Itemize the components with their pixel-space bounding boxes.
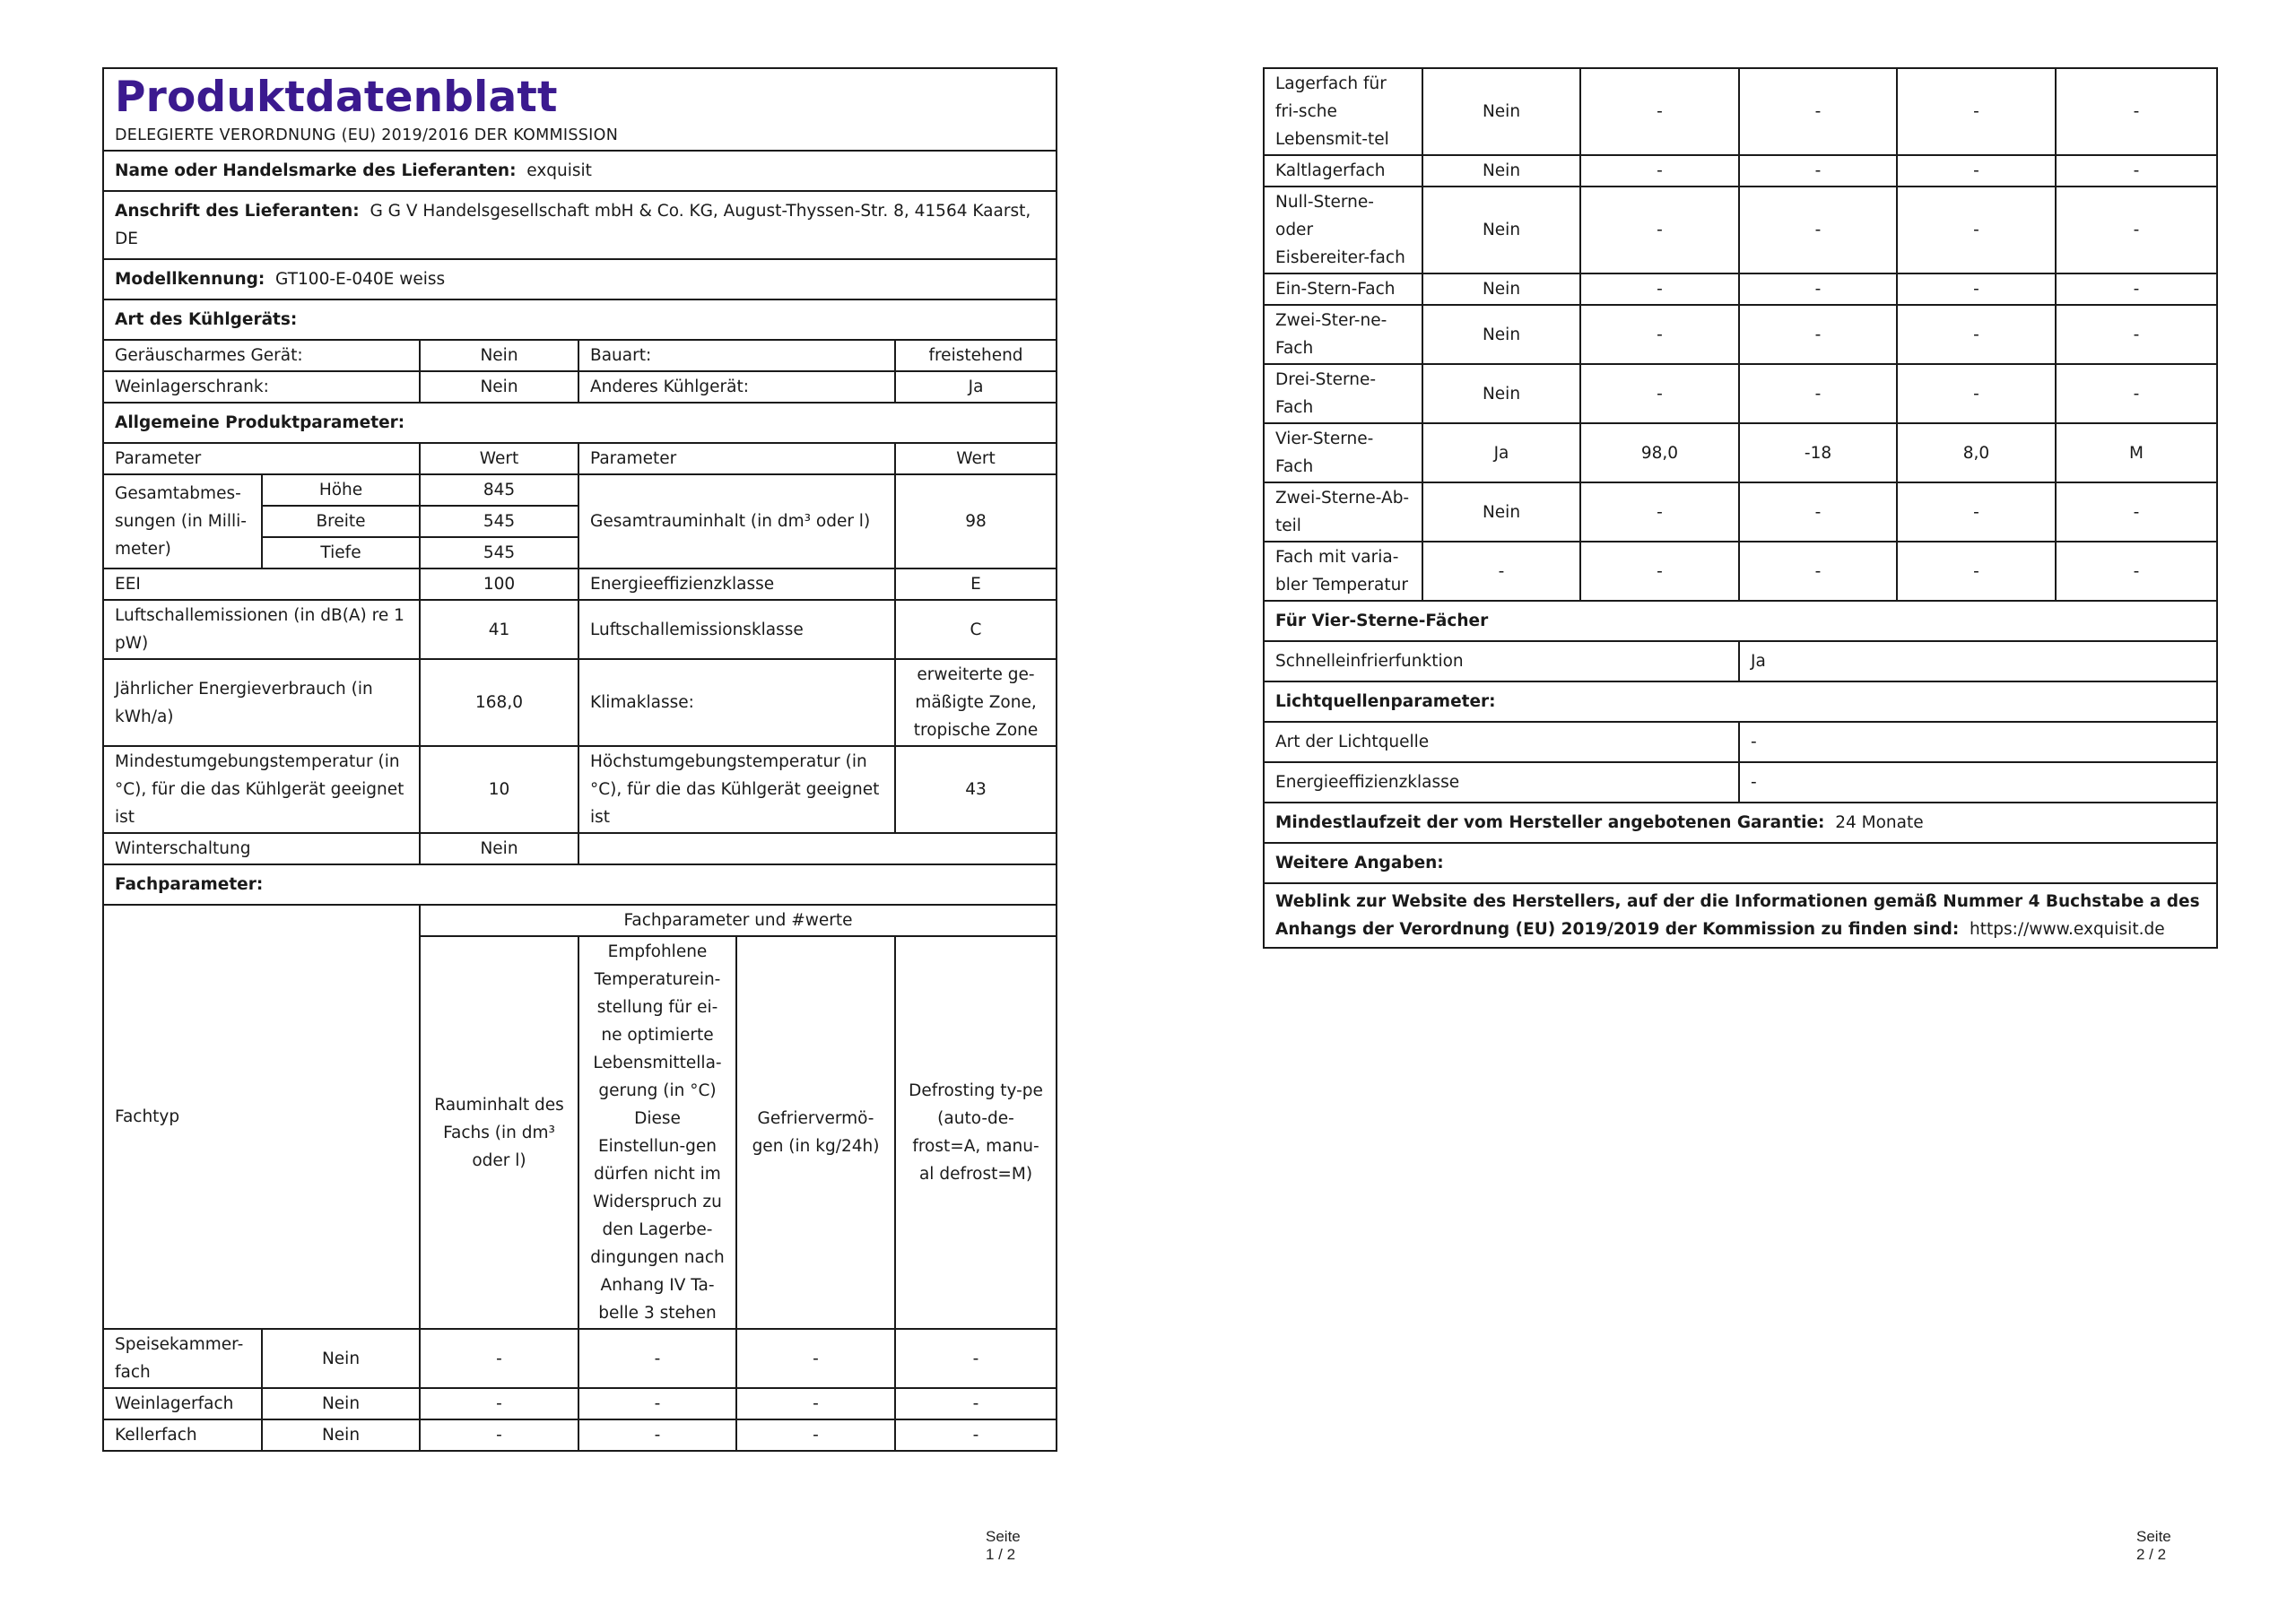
compartment-name: Drei-Sterne-Fach: [1264, 364, 1422, 423]
compartment-freeze: -: [736, 1419, 895, 1451]
other-appliance-value: Ja: [895, 371, 1057, 403]
compartment-volume: -: [420, 1388, 578, 1419]
table-row: [1264, 68, 2217, 155]
dimensions-label: Gesamtabmes-sungen (in Milli-meter): [103, 474, 262, 568]
compartment-present: Nein: [1422, 364, 1580, 423]
compartment-present: Nein: [262, 1329, 420, 1388]
compartment-freeze: -: [1897, 68, 2056, 155]
table-row: [1264, 155, 2217, 187]
light-energy-class-label: Energieeffizienzklasse: [1264, 762, 1739, 803]
height-label: Höhe: [262, 474, 420, 506]
wine-cabinet-value: Nein: [420, 371, 578, 403]
table-row: [1264, 364, 2217, 423]
compartment-group-header: Fachparameter und #werte: [420, 905, 1057, 936]
table-row: [1264, 482, 2217, 542]
max-ambient-temp-value: 43: [895, 746, 1057, 833]
compartment-defrost: -: [2056, 542, 2217, 601]
compartment-volume: -: [420, 1329, 578, 1388]
compartment-defrost: M: [2056, 423, 2217, 482]
value-header-2: Wert: [895, 443, 1057, 474]
compartment-name: Vier-Sterne-Fach: [1264, 423, 1422, 482]
compartment-present: -: [1422, 542, 1580, 601]
climate-class-label: Klimaklasse:: [578, 659, 895, 746]
compartment-freeze: -: [1897, 187, 2056, 273]
height-value: 845: [420, 474, 578, 506]
max-ambient-temp-label: Höchstumgebungstemperatur (in °C), für die das Kühlgerät geeignet ist: [578, 746, 895, 833]
compartment-freeze: -: [736, 1388, 895, 1419]
depth-value: 545: [420, 537, 578, 568]
compartment-temp: -: [1739, 187, 1897, 273]
col-freeze-header: Gefriervermö-gen (in kg/24h): [736, 936, 895, 1329]
design-value: freistehend: [895, 340, 1057, 371]
light-type-value: -: [1739, 722, 2217, 762]
energy-class-value: E: [895, 568, 1057, 600]
table-row: [103, 1388, 1057, 1419]
table-row: [103, 1419, 1057, 1451]
width-value: 545: [420, 506, 578, 537]
compartment-name: Lagerfach für fri-sche Lebensmit-tel: [1264, 68, 1422, 155]
weblink-label: Weblink zur Website des Herstellers, auf der die Informationen gemäß Nummer 4 Buchstabe a des Anhangs der Verordnung (EU) 2019/2019 der Kommission zu finden sind:: [1275, 892, 2200, 939]
appliance-type-heading: Art des Kühlgeräts:: [103, 299, 1057, 340]
compartment-temp: -: [1739, 155, 1897, 187]
light-source-heading: Lichtquellenparameter:: [1264, 681, 2217, 722]
compartment-volume: -: [1580, 155, 1739, 187]
annual-energy-label: Jährlicher Energieverbrauch (in kWh/a): [103, 659, 420, 746]
eei-value: 100: [420, 568, 578, 600]
compartment-defrost: -: [895, 1388, 1057, 1419]
winter-setting-value: Nein: [420, 833, 578, 864]
compartment-temp: -: [1739, 68, 1897, 155]
compartment-name: Kaltlagerfach: [1264, 155, 1422, 187]
four-star-heading: Für Vier-Sterne-Fächer: [1264, 601, 2217, 641]
compartment-temp: -: [578, 1388, 736, 1419]
compartment-present: Nein: [1422, 273, 1580, 305]
compartment-temp: -: [1739, 273, 1897, 305]
table-row: [1264, 305, 2217, 364]
compartment-present: Nein: [262, 1388, 420, 1419]
more-info-heading: Weitere Angaben:: [1264, 843, 2217, 883]
width-label: Breite: [262, 506, 420, 537]
compartment-defrost: -: [2056, 482, 2217, 542]
compartment-freeze: 8,0: [1897, 423, 2056, 482]
compartment-present: Nein: [1422, 482, 1580, 542]
compartment-present: Ja: [1422, 423, 1580, 482]
fast-freeze-label: Schnelleinfrierfunktion: [1264, 641, 1739, 681]
general-params-heading: Allgemeine Produktparameter:: [103, 403, 1057, 443]
annual-energy-value: 168,0: [420, 659, 578, 746]
manufacturer-weblink[interactable]: https://www.exquisit.de: [1970, 920, 2165, 939]
compartment-defrost: -: [2056, 364, 2217, 423]
compartment-volume: -: [1580, 187, 1739, 273]
compartment-freeze: -: [1897, 542, 2056, 601]
light-type-label: Art der Lichtquelle: [1264, 722, 1739, 762]
compartment-volume: -: [1580, 482, 1739, 542]
compartment-defrost: -: [2056, 187, 2217, 273]
compartment-temp: -: [1739, 364, 1897, 423]
page-title: Produktdatenblatt: [115, 73, 558, 122]
compartment-continuation-table: [1263, 67, 2218, 949]
supplier-name-label: Name oder Handelsmarke des Lieferanten:: [115, 161, 517, 180]
model-id-label: Modellkennung:: [115, 270, 265, 289]
compartment-temp: -: [1739, 482, 1897, 542]
warranty-value: 24 Monate: [1835, 813, 1924, 832]
compartment-name: Zwei-Ster-ne-Fach: [1264, 305, 1422, 364]
model-id-value: GT100-E-040E weiss: [275, 270, 446, 289]
compartment-volume: 98,0: [1580, 423, 1739, 482]
compartment-name: Speisekammer-fach: [103, 1329, 262, 1388]
supplier-address-value: G G V Handelsgesellschaft mbH & Co. KG, August-Thyssen-Str. 8, 41564 Kaarst, DE: [115, 202, 1031, 248]
table-row: [1264, 273, 2217, 305]
page-number-2: Seite 2 / 2: [2136, 1528, 2171, 1563]
compartment-freeze: -: [736, 1329, 895, 1388]
depth-label: Tiefe: [262, 537, 420, 568]
compartment-name: Fach mit varia-bler Temperatur: [1264, 542, 1422, 601]
compartment-temp: -18: [1739, 423, 1897, 482]
compartment-defrost: -: [2056, 305, 2217, 364]
compartment-defrost: -: [895, 1419, 1057, 1451]
energy-class-label: Energieeffizienzklasse: [578, 568, 895, 600]
compartment-freeze: -: [1897, 305, 2056, 364]
col-volume-header: Rauminhalt des Fachs (in dm³ oder l): [420, 936, 578, 1329]
compartment-name: Null-Sterne-oder Eisbereiter-fach: [1264, 187, 1422, 273]
compartment-type-header: Fachtyp: [103, 905, 420, 1329]
compartment-name: Ein-Stern-Fach: [1264, 273, 1422, 305]
compartment-present: Nein: [1422, 155, 1580, 187]
table-row: [1264, 423, 2217, 482]
table-row: [1264, 542, 2217, 601]
compartment-defrost: -: [2056, 68, 2217, 155]
compartment-freeze: -: [1897, 155, 2056, 187]
compartment-name: Zwei-Sterne-Ab-teil: [1264, 482, 1422, 542]
compartment-freeze: -: [1897, 364, 2056, 423]
table-row: [1264, 187, 2217, 273]
compartment-params-heading: Fachparameter:: [103, 864, 1057, 905]
compartment-present: Nein: [1422, 68, 1580, 155]
noise-class-value: C: [895, 600, 1057, 659]
compartment-temp: -: [578, 1419, 736, 1451]
compartment-volume: -: [1580, 542, 1739, 601]
param-header-2: Parameter: [578, 443, 895, 474]
winter-setting-label: Winterschaltung: [103, 833, 420, 864]
supplier-name-value: exquisit: [526, 161, 592, 180]
compartment-present: Nein: [1422, 187, 1580, 273]
compartment-present: Nein: [262, 1419, 420, 1451]
supplier-address-label: Anschrift des Lieferanten:: [115, 202, 360, 221]
warranty-label: Mindestlaufzeit der vom Hersteller angebotenen Garantie:: [1275, 813, 1825, 832]
compartment-defrost: -: [2056, 155, 2217, 187]
col-defrost-header: Defrosting ty-pe (auto-de-frost=A, manu-al defrost=M): [895, 936, 1057, 1329]
compartment-volume: -: [1580, 273, 1739, 305]
compartment-volume: -: [1580, 305, 1739, 364]
compartment-freeze: -: [1897, 482, 2056, 542]
total-volume-value: 98: [895, 474, 1057, 568]
compartment-present: Nein: [1422, 305, 1580, 364]
other-appliance-label: Anderes Kühlgerät:: [578, 371, 895, 403]
light-energy-class-value: -: [1739, 762, 2217, 803]
compartment-name: Weinlagerfach: [103, 1388, 262, 1419]
compartment-name: Kellerfach: [103, 1419, 262, 1451]
noise-emission-label: Luftschallemissionen (in dB(A) re 1 pW): [103, 600, 420, 659]
eei-label: EEI: [103, 568, 420, 600]
table-row: [103, 1329, 1057, 1388]
compartment-temp: -: [1739, 305, 1897, 364]
wine-cabinet-label: Weinlagerschrank:: [103, 371, 420, 403]
empty-cell: [578, 833, 1057, 864]
compartment-volume: -: [1580, 68, 1739, 155]
design-label: Bauart:: [578, 340, 895, 371]
col-temp-header: Empfohlene Temperaturein-stellung für ei-ne optimierte Lebensmittella-gerung (in °C) Diese Einstellun-gen dürfen nicht im Widerspruch zu den Lagerbe-dingungen nach Anhang IV Ta-belle 3 stehen: [578, 936, 736, 1329]
compartment-volume: -: [1580, 364, 1739, 423]
page-number-1: Seite 1 / 2: [986, 1528, 1021, 1563]
compartment-defrost: -: [895, 1329, 1057, 1388]
noise-class-label: Luftschallemissionsklasse: [578, 600, 895, 659]
min-ambient-temp-value: 10: [420, 746, 578, 833]
param-header: Parameter: [103, 443, 420, 474]
regulation-subtitle: DELEGIERTE VERORDNUNG (EU) 2019/2016 DER KOMMISSION: [115, 126, 619, 144]
climate-class-value: erweiterte ge-mäßigte Zone, tropische Zone: [895, 659, 1057, 746]
compartment-freeze: -: [1897, 273, 2056, 305]
compartment-temp: -: [1739, 542, 1897, 601]
low-noise-value: Nein: [420, 340, 578, 371]
value-header: Wert: [420, 443, 578, 474]
min-ambient-temp-label: Mindestumgebungstemperatur (in °C), für die das Kühlgerät geeignet ist: [103, 746, 420, 833]
fast-freeze-value: Ja: [1739, 641, 2217, 681]
compartment-temp: -: [578, 1329, 736, 1388]
compartment-defrost: -: [2056, 273, 2217, 305]
total-volume-label: Gesamtrauminhalt (in dm³ oder l): [578, 474, 895, 568]
product-datasheet-table: [102, 67, 1057, 1452]
compartment-volume: -: [420, 1419, 578, 1451]
low-noise-label: Geräuscharmes Gerät:: [103, 340, 420, 371]
noise-emission-value: 41: [420, 600, 578, 659]
